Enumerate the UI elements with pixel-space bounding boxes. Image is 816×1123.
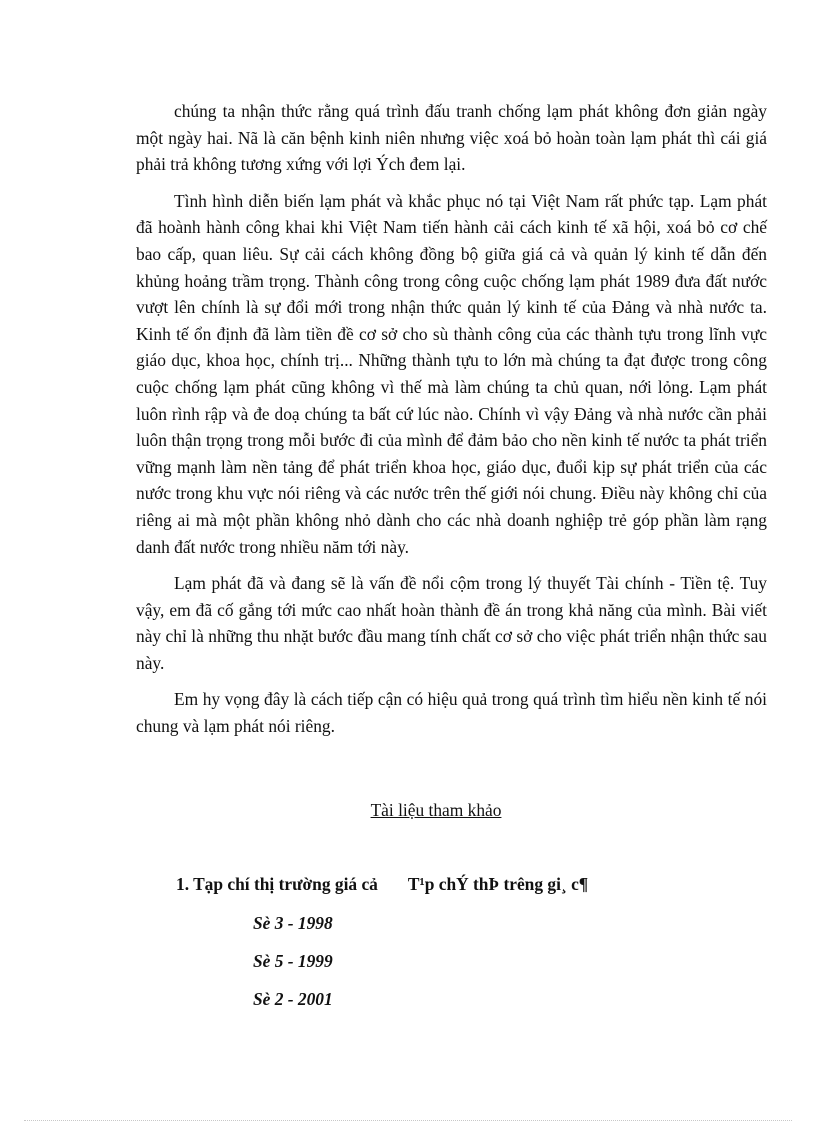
reference-issue: Sè 2 - 2001 [253, 989, 333, 1009]
references-heading: Tài liệu tham khảo [370, 800, 502, 820]
paragraph-2: Tình hình diễn biến lạm phát và khắc phục nó tại Việt Nam rất phức tạp. Lạm phát đã hoành hành công khai khi Việt Nam tiến hành cải cách kinh tế xã hội, xoá bỏ cơ chế bao cấp, quan liêu. Sự cải cách không đồng bộ giữa giá cả và quản lý kinh tế dẫn đến khủng hoảng trầm trọng. Thành công trong công cuộc chống lạm phát 1989 đưa đất nước vượt lên chính là sự đổi mới trong nhận thức quản lý kinh tế của Đảng và nhà nước ta. Kinh tế ổn định đã làm tiền đề cơ sở cho sù thành công của các thành tựu trong lĩnh vực giáo dục, khoa học, chính trị... Những thành tựu to lớn mà chúng ta đạt được trong công cuộc chống lạm phát cũng không vì thế mà làm chúng ta chủ quan, nới lỏng. Lạm phát luôn rình rập và đe doạ chúng ta bất cứ lúc nào. Chính vì vậy Đảng và nhà nước cần phải luôn thận trọng trong mỗi bước đi của mình để đảm bảo cho nền kinh tế nước ta phát triển vững mạnh làm nền tảng để phát triển khoa học, giáo dục, đuổi kịp sự phát triển của các nước trong khu vực nói riêng và các nước trên thế giới nói chung. Điều này không chỉ của riêng ai mà một phần không nhỏ dành cho các nhà doanh nghiệp trẻ góp phần làm rạng danh đất nước trong nhiều năm tới này. [136, 190, 767, 557]
body-text [136, 98, 767, 750]
paragraph-4: Em hy vọng đây là cách tiếp cận có hiệu quả trong quá trình tìm hiểu nền kinh tế nói chung và lạm phát nói riêng. [136, 689, 767, 737]
reference-item-1 [176, 874, 588, 895]
reference-title-garbled: T¹p chÝ thÞ trêng gi¸ c¶ [407, 874, 589, 894]
paragraph-3: Lạm phát đã và đang sẽ là vấn đề nổi cộm trong lý thuyết Tài chính - Tiền tệ. Tuy vậy, em đã cố gắng tới mức cao nhất hoàn thành đề án trong khả năng của mình. Bài viết này chỉ là những thu nhặt bước đầu mang tính chất cơ sở cho việc phát triển nhận thức sau này. [136, 573, 767, 673]
paragraph-1: chúng ta nhận thức rằng quá trình đấu tranh chống lạm phát không đơn giản ngày một ngày hai. Nã là căn bệnh kinh niên nhưng việc xoá bỏ hoàn toàn lạm phát thì cái giá phải trả không tương xứng với lợi Ých đem lại. [136, 101, 767, 175]
reference-issue: Sè 5 - 1999 [253, 951, 333, 971]
page-bottom-divider [24, 1120, 792, 1121]
reference-title: 1. Tạp chí thị trường giá cả [176, 874, 378, 894]
reference-issue: Sè 3 - 1998 [253, 913, 333, 933]
